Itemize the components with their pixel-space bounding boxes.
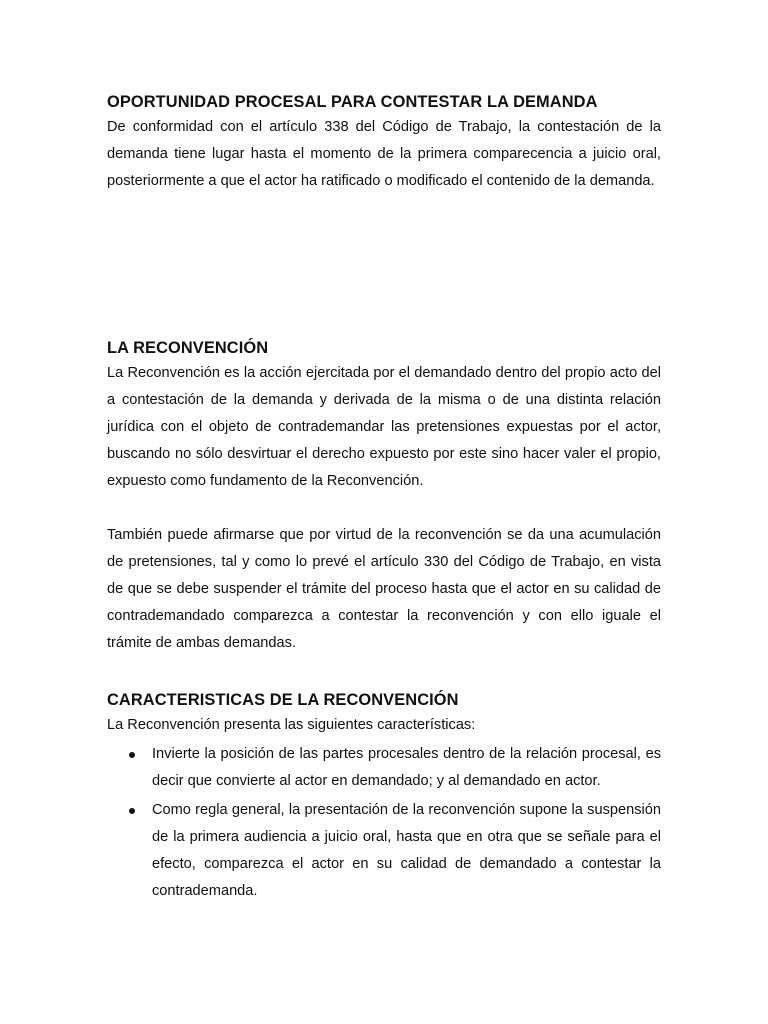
list-item — [107, 741, 661, 795]
paragraph: La Reconvención es la acción ejercitada por el demandado dentro del propio acto del a contestación de la demanda y derivada de la misma o de una distinta relación jurídica con el objeto de contrademandar las pretensiones expuestas por el actor, buscando no sólo desvirtuar el derecho expuesto por este sino hacer valer el propio, expuesto como fundamento de la Reconvención. — [107, 365, 661, 489]
list-item-text: Invierte la posición de las partes procesales dentro de la relación procesal, es decir que convierte al actor en demandado; y al demandado en actor. — [152, 746, 661, 789]
section-heading: LA RECONVENCIÓN — [107, 339, 269, 357]
paragraph-intro: La Reconvención presenta las siguientes características: — [107, 717, 476, 733]
paragraph: También puede afirmarse que por virtud de la reconvención se da una acumulación de pretensiones, tal y como lo prevé el artículo 330 del Código de Trabajo, en vista de que se debe suspender el trámite del proceso hasta que el actor en su calidad de contrademandado comparezca a contestar la reconvención y con ello iguale el trámite de ambas demandas. — [107, 527, 661, 651]
paragraph: De conformidad con el artículo 338 del Código de Trabajo, la contestación de la demanda tiene lugar hasta el momento de la primera comparecencia a juicio oral, posteriormente a que el actor ha ratificado o modificado el contenido de la demanda. — [107, 119, 661, 189]
section-caracteristicas — [107, 688, 661, 905]
section-reconvencion — [107, 336, 661, 657]
list-item-text: Como regla general, la presentación de la reconvención supone la suspensión de la primera audiencia a juicio oral, hasta que en otra que se señale para el efecto, comparezca el actor en su calidad de demandado a contestar la contrademanda. — [152, 802, 661, 899]
section-oportunidad-procesal — [107, 90, 661, 195]
list-item — [107, 797, 661, 905]
bullet-list — [107, 741, 661, 905]
section-heading: OPORTUNIDAD PROCESAL PARA CONTESTAR LA DEMANDA — [107, 93, 598, 111]
section-heading: CARACTERISTICAS DE LA RECONVENCIÓN — [107, 691, 459, 709]
bullet-icon — [129, 752, 135, 758]
bullet-icon — [129, 808, 135, 814]
